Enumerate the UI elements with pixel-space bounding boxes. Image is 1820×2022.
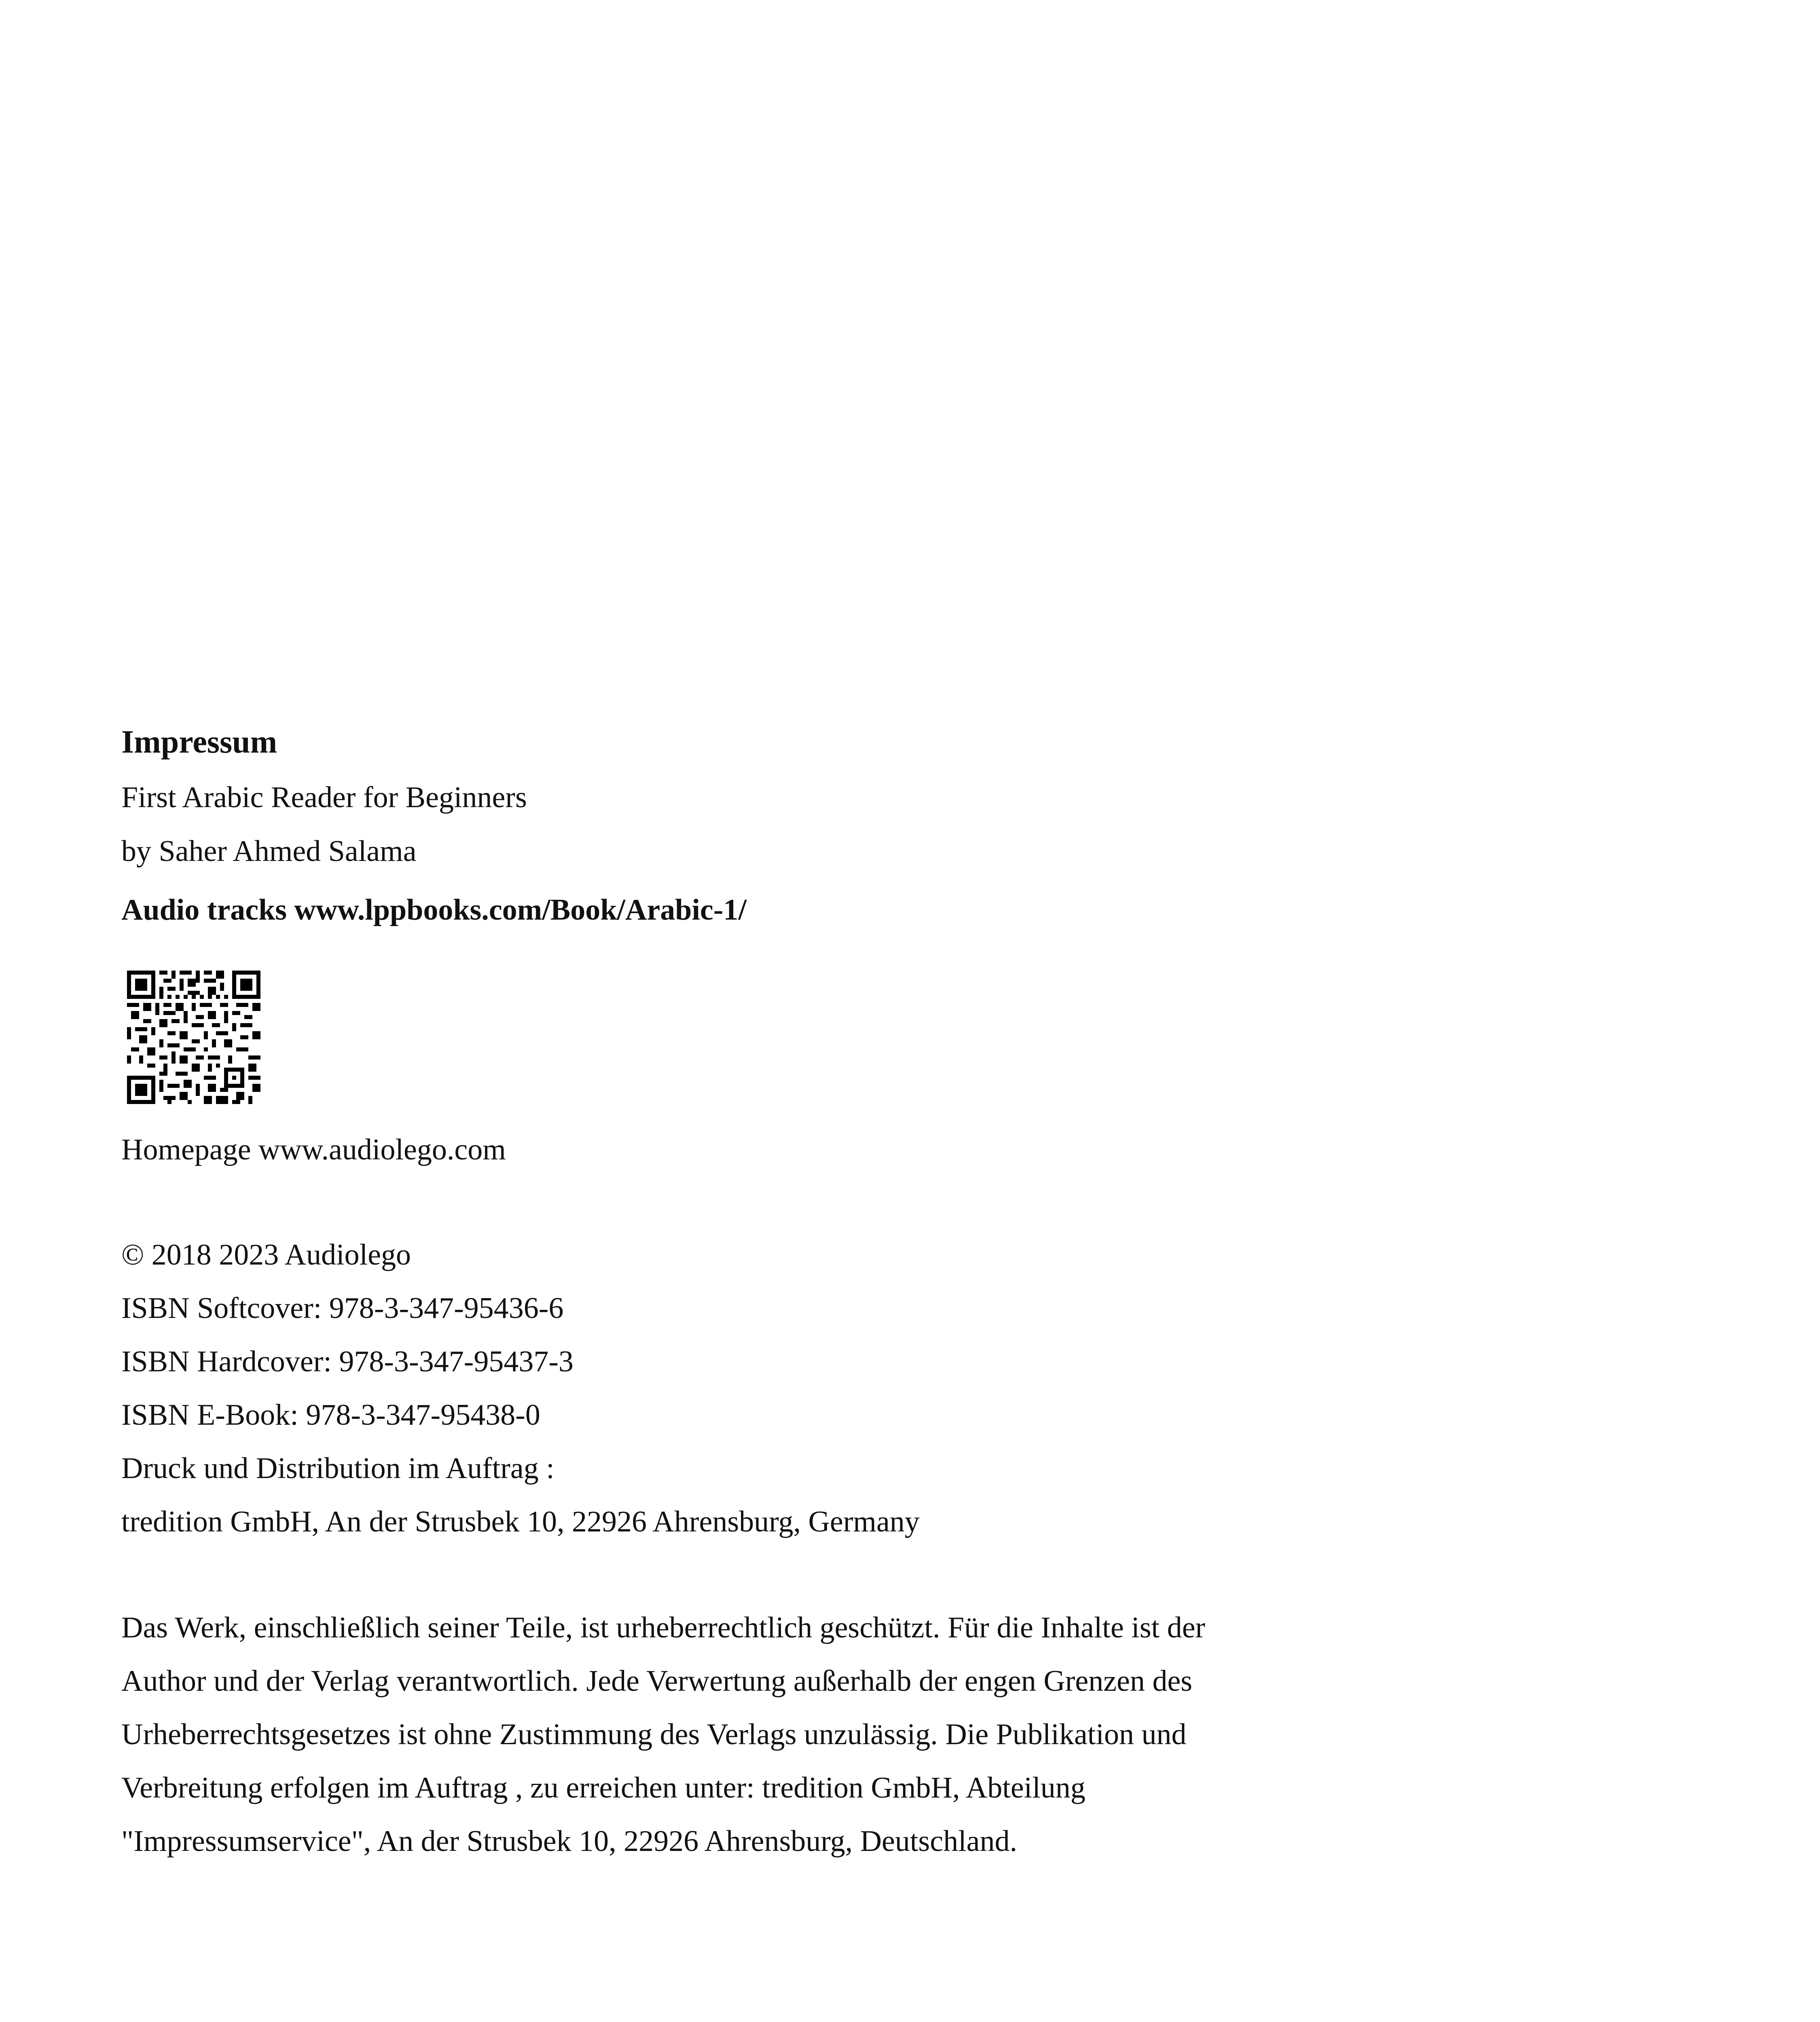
audio-tracks-line: Audio tracks www.lppbooks.com/Book/Arabic-1/ [121,893,747,926]
isbn-ebook: ISBN E-Book: 978-3-347-95438-0 [121,1398,540,1432]
homepage-line: Homepage www.audiolego.com [121,1133,506,1166]
author-line: by Saher Ahmed Salama [121,835,417,868]
qr-code-icon [127,971,260,1104]
distribution-label: Druck und Distribution im Auftrag : [121,1452,554,1485]
isbn-softcover: ISBN Softcover: 978-3-347-95436-6 [121,1292,564,1325]
isbn-hardcover: ISBN Hardcover: 978-3-347-95437-3 [121,1345,574,1378]
legal-text-line: Author und der Verlag verantwortlich. Jede Verwertung außerhalb der engen Grenzen des [121,1665,1192,1698]
impressum-heading: Impressum [121,724,277,760]
copyright-line: © 2018 2023 Audiolego [121,1238,411,1271]
distribution-address: tredition GmbH, An der Strusbek 10, 22926 Ahrensburg, Germany [121,1505,920,1538]
book-title: First Arabic Reader for Beginners [121,781,527,814]
legal-text-line: Verbreitung erfolgen im Auftrag , zu erreichen unter: tredition GmbH, Abteilung [121,1771,1086,1804]
legal-text-line: Das Werk, einschließlich seiner Teile, ist urheberrechtlich geschützt. Für die Inhalte ist der [121,1611,1206,1644]
legal-text-line: Urheberrechtsgesetzes ist ohne Zustimmung des Verlags unzulässig. Die Publikation und [121,1718,1187,1751]
legal-text-line: "Impressumservice", An der Strusbek 10, 22926 Ahrensburg, Deutschland. [121,1825,1017,1858]
